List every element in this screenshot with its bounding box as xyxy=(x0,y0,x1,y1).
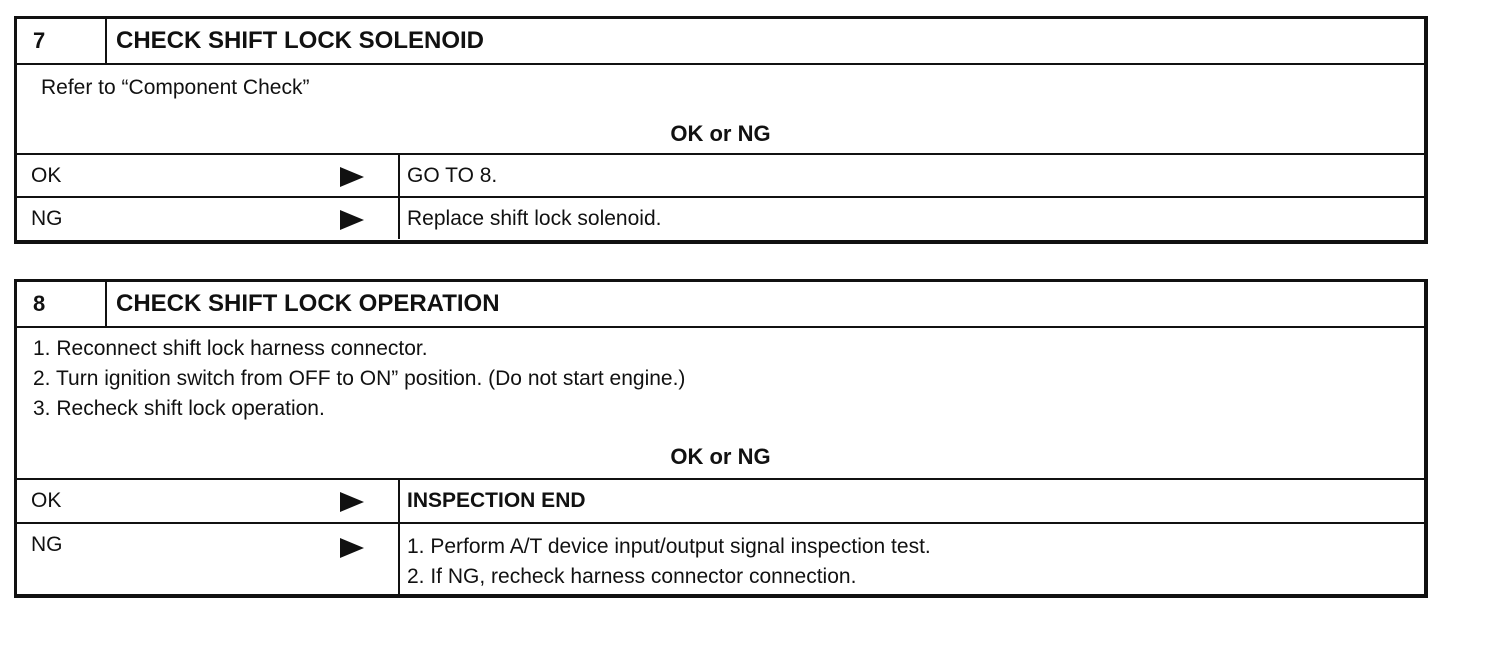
step-7-table xyxy=(14,16,1428,244)
right-pointer-icon xyxy=(340,167,364,187)
result-label: OK xyxy=(31,489,62,512)
step-instructions xyxy=(17,65,1424,155)
result-row-ng xyxy=(17,198,1424,239)
result-label: NG xyxy=(31,207,63,230)
result-action xyxy=(400,198,1424,239)
result-action xyxy=(400,524,1424,598)
instruction-line: 2. Turn ignition switch from OFF to ON” position. (Do not start engine.) xyxy=(33,367,686,390)
result-action xyxy=(400,155,1424,196)
result-label: NG xyxy=(31,533,63,556)
instruction-line: Refer to “Component Check” xyxy=(41,76,310,99)
step-instructions xyxy=(17,328,1424,480)
instruction-line: 3. Recheck shift lock operation. xyxy=(33,397,325,420)
action-line: 1. Perform A/T device input/output signal inspection test. xyxy=(407,535,931,558)
action-line: GO TO 8. xyxy=(407,164,498,187)
step-number: 8 xyxy=(17,282,107,326)
result-row-ok xyxy=(17,155,1424,198)
result-row-ok xyxy=(17,480,1424,524)
result-heading: OK or NG xyxy=(670,444,771,469)
step-8-table xyxy=(14,279,1428,598)
instruction-line: 1. Reconnect shift lock harness connector. xyxy=(33,337,428,360)
result-row-ng xyxy=(17,524,1424,598)
right-pointer-icon xyxy=(340,538,364,558)
result-action xyxy=(400,480,1424,522)
step-title: CHECK SHIFT LOCK SOLENOID xyxy=(116,27,485,54)
action-line: 2. If NG, recheck harness connector connection. xyxy=(407,565,857,588)
right-pointer-icon xyxy=(340,210,364,230)
action-line: INSPECTION END xyxy=(407,489,586,512)
action-line: Replace shift lock solenoid. xyxy=(407,207,662,230)
result-label: OK xyxy=(31,164,62,187)
step-header xyxy=(17,282,1424,328)
right-pointer-icon xyxy=(340,492,364,512)
step-header xyxy=(17,19,1424,65)
result-heading: OK or NG xyxy=(670,121,771,146)
step-number: 7 xyxy=(17,19,107,63)
step-title: CHECK SHIFT LOCK OPERATION xyxy=(116,290,500,317)
